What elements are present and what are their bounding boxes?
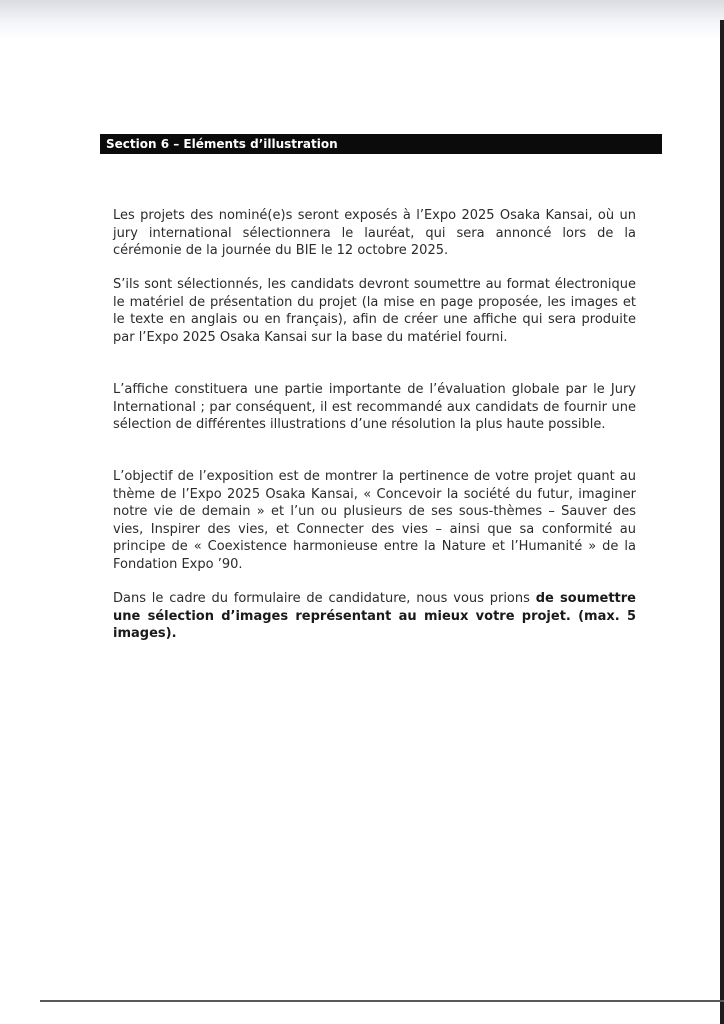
section-header-bar — [100, 134, 662, 154]
image-request-lead: Dans le cadre du formulaire de candidature, nous vous prions — [113, 591, 536, 606]
paragraph-submission-format: S’ils sont sélectionnés, les candidats devront soumettre au format électronique le matériel de présentation du projet (la mise en page proposée, les images et le texte en anglais ou en français), afin de créer une affiche qui sera produite par l’Expo 2025 Osaka Kansai sur la base du matériel fourni. — [113, 277, 636, 345]
section-title: Section 6 – Eléments d’illustration — [106, 137, 338, 151]
paragraph-exhibition: Les projets des nominé(e)s seront exposés à l’Expo 2025 Osaka Kansai, où un jury international sélectionnera le lauréat, qui sera annoncé lors de la cérémonie de la journée du BIE le 12 octobre 2025. — [113, 208, 636, 258]
paragraph-exhibition-objective: L’objectif de l’exposition est de montrer la pertinence de votre projet quant au thème de l’Expo 2025 Osaka Kansai, « Concevoir la société du futur, imaginer notre vie de demain » et l’un ou plusieurs de ses sous-thèmes – Sauver des vies, Inspirer des vies, et Connecter des vies – ainsi que sa conformité au principe de « Coexistence harmonieuse entre la Nature et l’Humanité » de la Fondation Expo ’90. — [113, 469, 636, 572]
scan-shadow-top — [0, 0, 724, 40]
scan-edge-right — [720, 20, 724, 1024]
scan-edge-bottom — [40, 1000, 724, 1002]
paragraph-image-request — [113, 590, 636, 643]
image-request-emphasis: de soumettre une sélection d’images représentant au mieux votre projet. (max. 5 images). — [113, 591, 636, 641]
paragraph-poster-evaluation: L’affiche constituera une partie importante de l’évaluation globale par le Jury International ; par conséquent, il est recommandé aux candidats de fournir une sélection de différentes illustrations d’une résolution la plus haute possible. — [113, 382, 636, 432]
